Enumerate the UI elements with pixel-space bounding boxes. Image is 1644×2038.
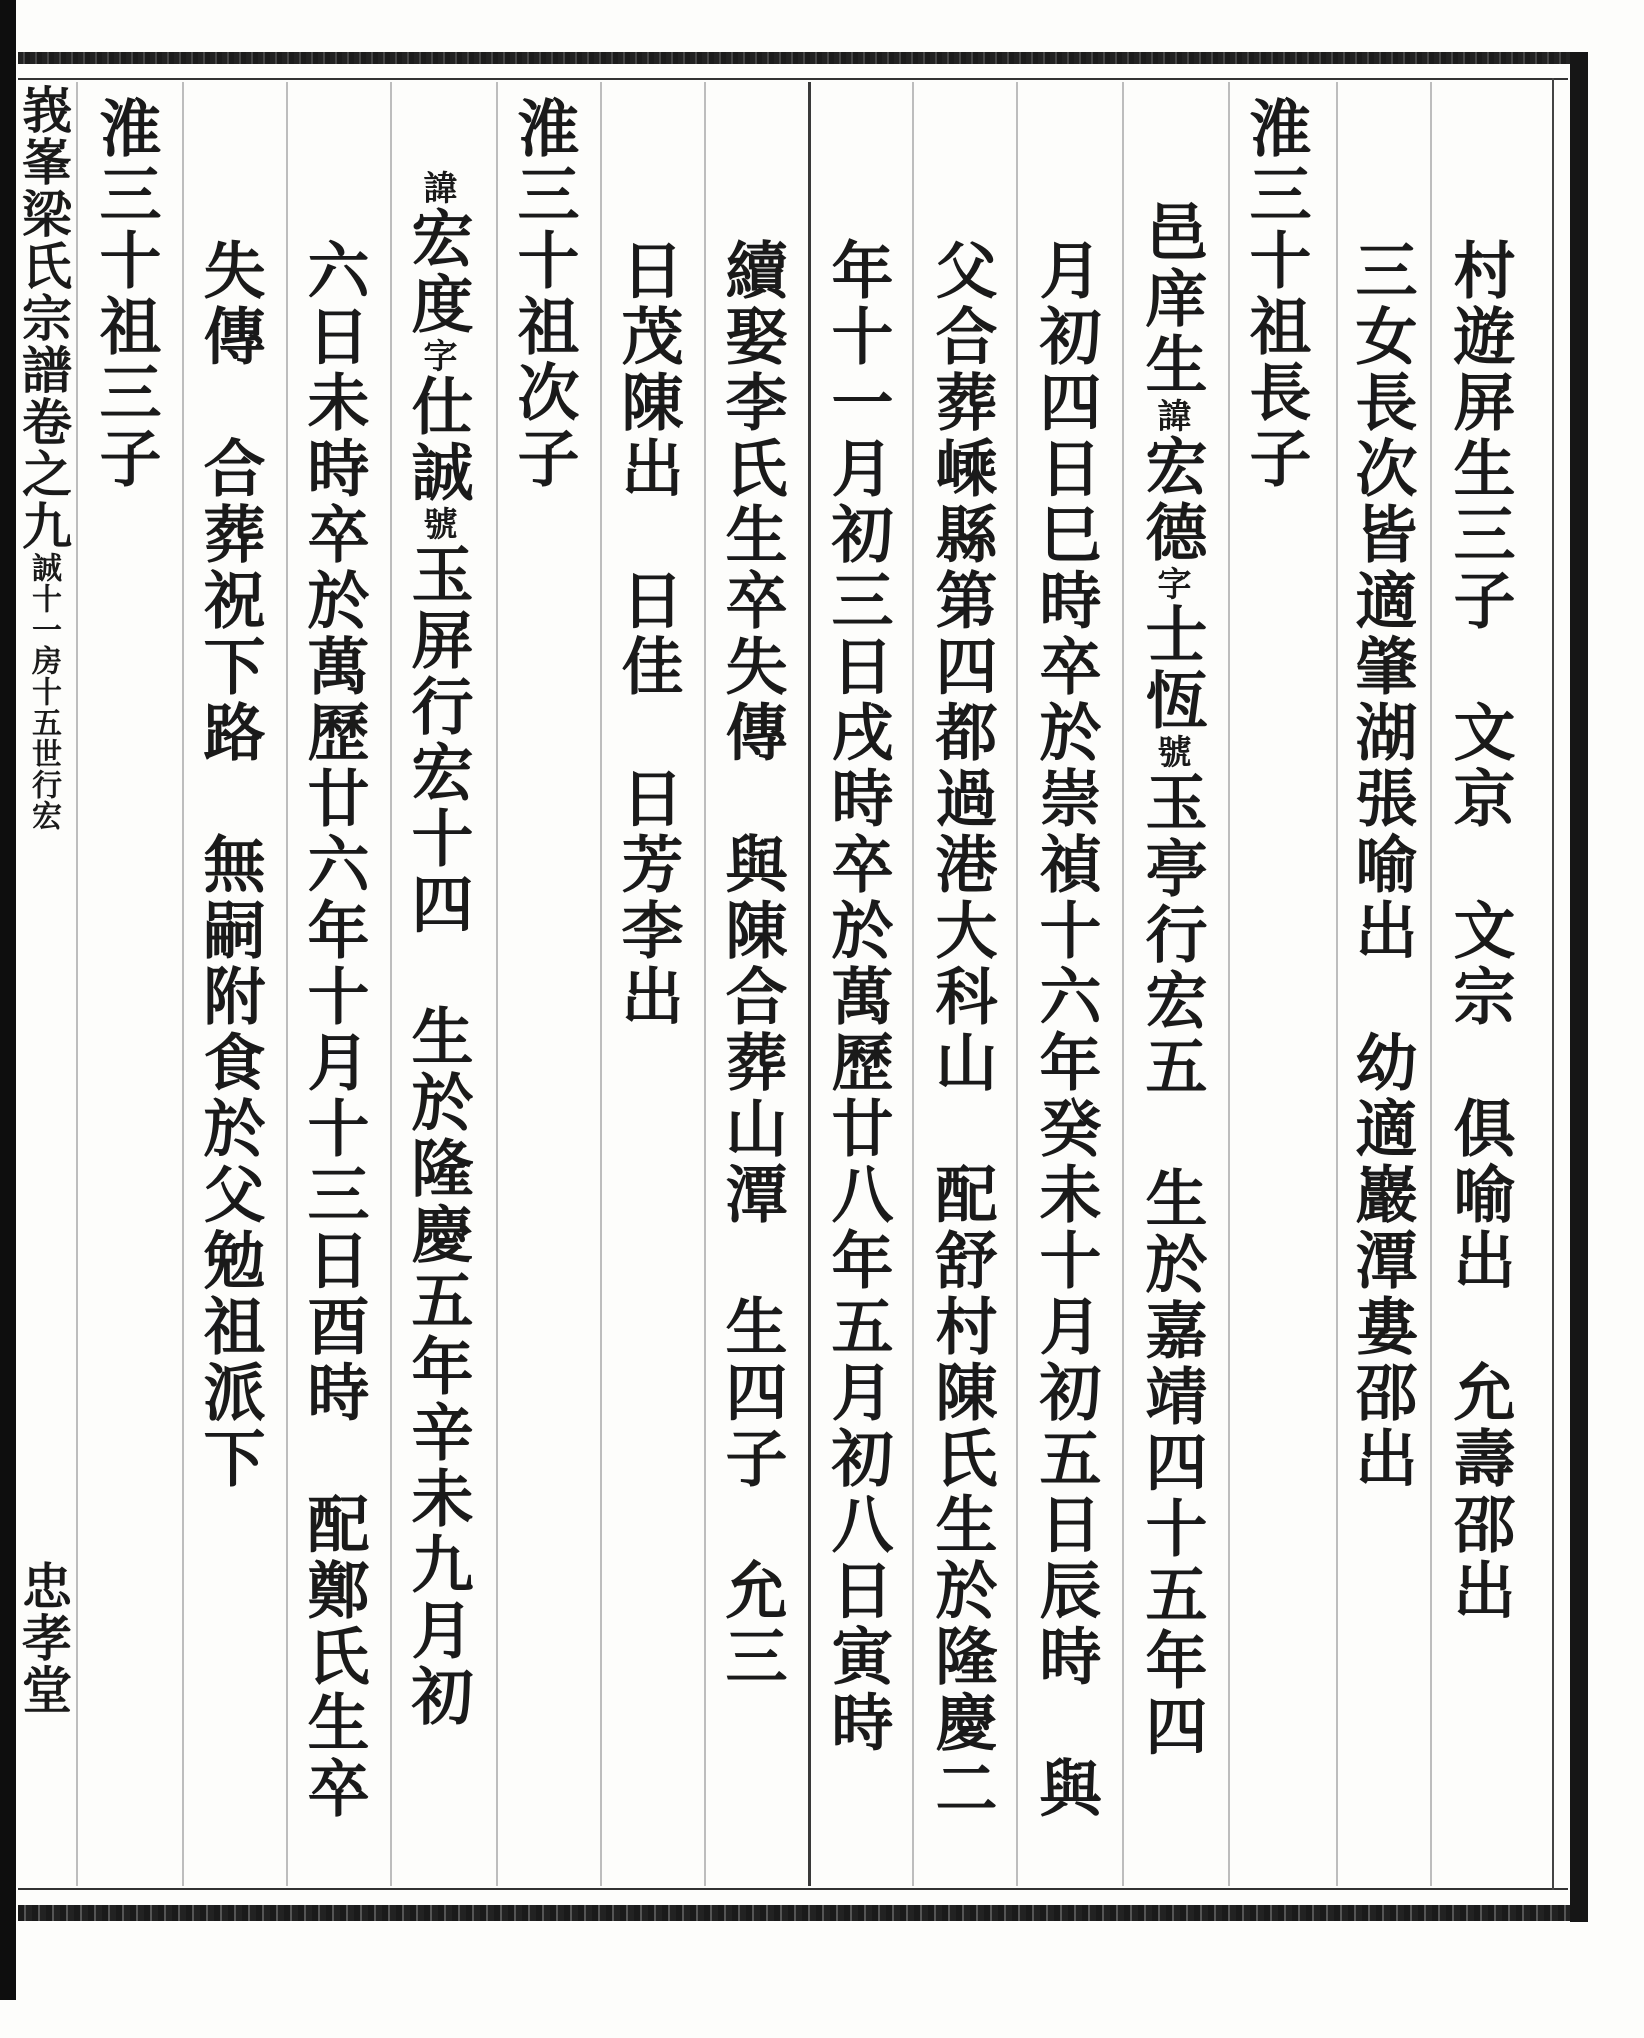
column-rule bbox=[496, 82, 498, 1886]
text-column-5: 月初四日巳時卒於崇禎十六年癸未十月初五日辰時 與 bbox=[1029, 238, 1102, 1822]
text-column-7: 年十一月初三日戌時卒於萬歷廿八年五月初八日寅時 bbox=[821, 238, 894, 1756]
frame-top-rule bbox=[18, 78, 1568, 80]
column-rule bbox=[1336, 82, 1338, 1886]
text-column-11: 諱宏度字仕誠號玉屏行宏十四 生於隆慶五年辛未九月初 bbox=[401, 170, 474, 1730]
text-column-13: 失傳 合葬祝下路 無嗣附食於父勉祖派下 bbox=[193, 238, 266, 1492]
branch-label: 誠十一房十五世行宏 bbox=[26, 552, 61, 831]
text-column-9: 日茂陳出 日佳 日芳李出 bbox=[611, 238, 684, 1030]
column-rule bbox=[182, 82, 184, 1886]
column-rule bbox=[390, 82, 392, 1886]
text-column-10: 淮三十祖次子 bbox=[507, 96, 580, 492]
hall-name-column bbox=[14, 1560, 73, 1880]
column-rule bbox=[1228, 82, 1230, 1886]
frame-right-border bbox=[1570, 52, 1588, 1922]
volume-number: 卷之九 bbox=[14, 396, 73, 552]
text-column-2: 三女長次皆適肇湖張喻出 幼適巖潭婁邵出 bbox=[1345, 238, 1418, 1492]
column-rule bbox=[76, 82, 78, 1886]
column-rule bbox=[286, 82, 288, 1886]
text-column-14: 淮三十祖三子 bbox=[89, 96, 162, 492]
column-rule bbox=[1122, 82, 1124, 1886]
text-column-3: 淮三十祖長子 bbox=[1239, 96, 1312, 492]
column-rule bbox=[1016, 82, 1018, 1886]
text-column-6: 父合葬嵊縣第四都過港大科山 配舒村陳氏生於隆慶二 bbox=[925, 238, 998, 1822]
column-rule bbox=[1430, 82, 1432, 1886]
hall-name: 忠孝堂 bbox=[14, 1560, 73, 1716]
page-fold-rule bbox=[808, 82, 811, 1886]
book-title: 峩峯梁氏宗譜 bbox=[14, 84, 73, 396]
column-rule bbox=[600, 82, 602, 1886]
frame-top-border bbox=[18, 52, 1588, 64]
frame-right-rule bbox=[1552, 78, 1554, 1890]
text-column-8: 續娶李氏生卒失傳 與陳合葬山潭 生四子 允三 bbox=[715, 238, 788, 1690]
text-column-12: 六日未時卒於萬歷廿六年十月十三日酉時 配鄭氏生卒 bbox=[297, 238, 370, 1822]
text-column-4: 邑庠生諱宏德字士恆號玉亭行宏五 生於嘉靖四十五年四 bbox=[1135, 200, 1208, 1760]
column-rule bbox=[912, 82, 914, 1886]
text-column-1: 村遊屏生三子 文京 文宗 俱喻出 允壽邵出 bbox=[1443, 238, 1516, 1624]
column-rule bbox=[704, 82, 706, 1886]
